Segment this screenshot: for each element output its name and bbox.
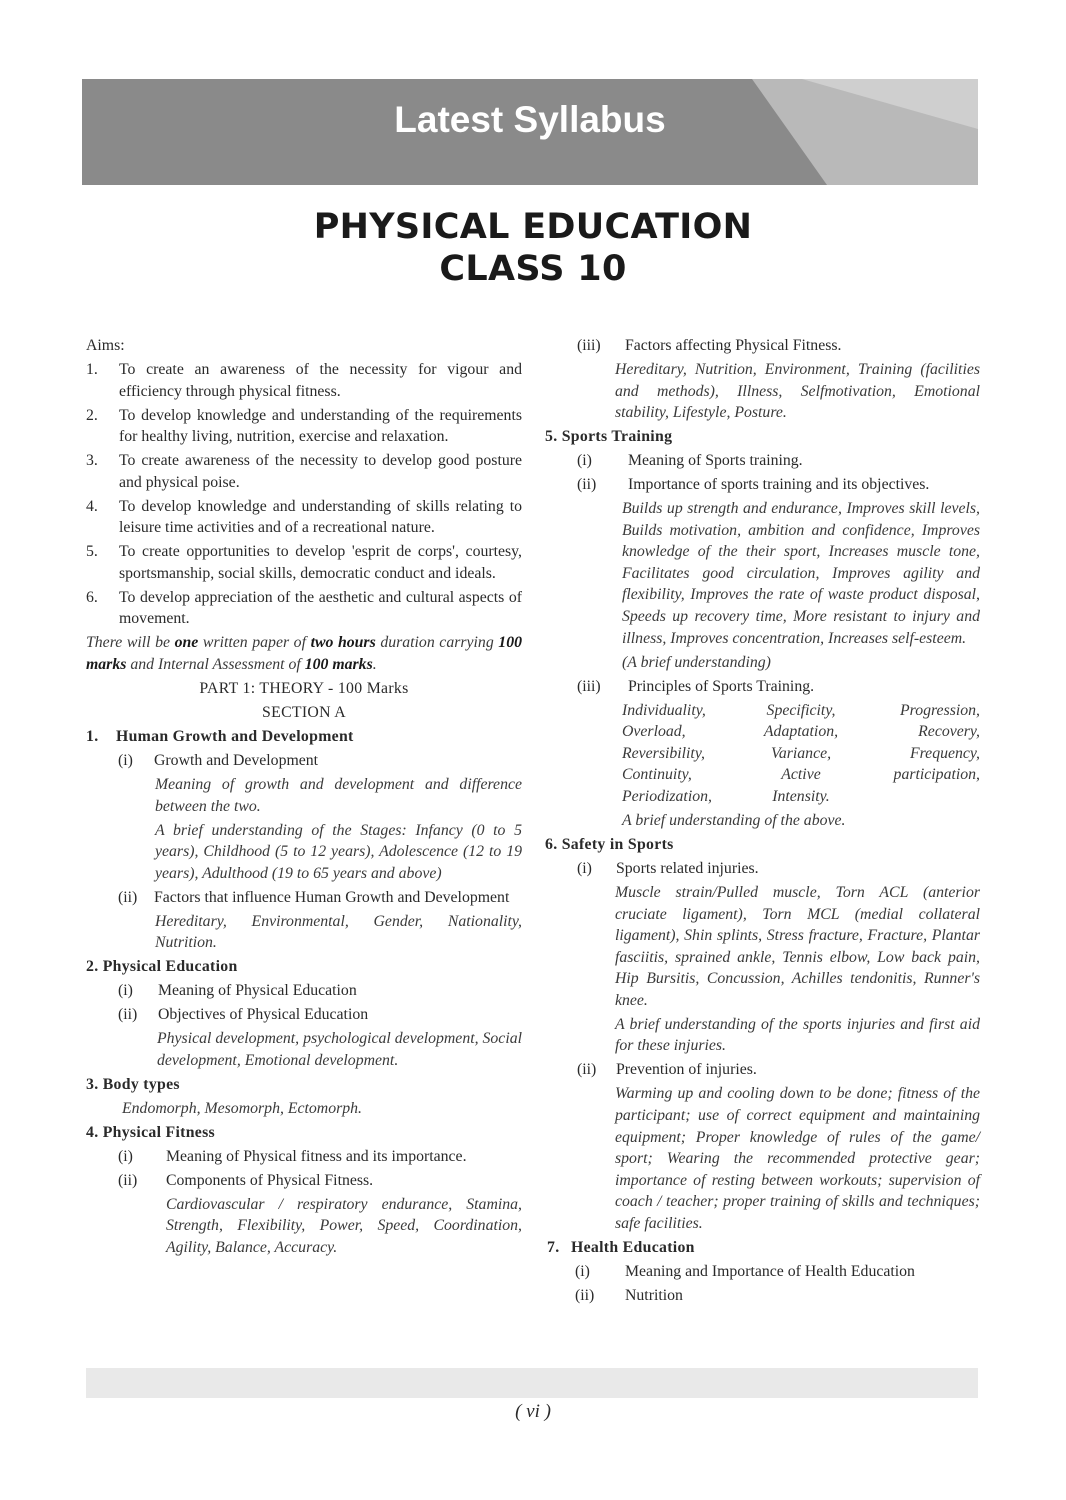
sub-item: (ii) Objectives of Physical Education: [118, 1006, 369, 1024]
sub-item-detail: Builds up strength and endurance, Improves skill levels, Builds motivation, ambition and confidence, Improves knowledge of the their sport, Increases muscle tone, Facilitates good circulation, Improves agility and flexibility, Improves the rate of waste product disposal, Speeds up recovery time, More resistant to injury and illness, Improves concentration, Increases self-esteem.: [622, 500, 980, 647]
sub-item: (i) Meaning of Sports training.: [577, 452, 803, 470]
principle: Active: [781, 766, 821, 784]
aim-item: 4. To develop knowledge and understanding of skills relating to leisure time activities and of a recreational nature.: [86, 497, 522, 537]
principle: Specificity,: [766, 701, 836, 719]
principle: Frequency,: [909, 744, 980, 762]
principle: Individuality,: [622, 701, 706, 719]
sub-item-note: (A brief understanding): [622, 653, 771, 671]
sub-item-detail: Cardiovascular / respiratory endurance, Stamina, Strength, Flexibility, Power, Speed, Coordination, Agility, Balance, Accuracy.: [166, 1195, 522, 1256]
section-heading: 7. Health Education: [547, 1239, 695, 1256]
principle: Overload,: [622, 723, 686, 741]
sub-item: (ii) Factors that influence Human Growth and Development: [118, 888, 510, 906]
sub-item: (ii) Nutrition: [575, 1286, 683, 1304]
principle: Continuity,: [622, 766, 692, 784]
sub-item-note: A brief understanding of the above.: [622, 811, 846, 829]
principle: Reversibility,: [622, 744, 705, 762]
section-heading: 5. Sports Training: [545, 428, 673, 446]
aim-item: 3. To create awareness of the necessity to develop good posture and physical poise.: [86, 452, 522, 491]
sub-item-detail: Hereditary, Nutrition, Environment, Training (facilities and methods), Illness, Selfmotivation, Emotional stability, Lifestyle, Posture.: [615, 360, 980, 422]
part-title: PART 1: THEORY - 100 Marks: [199, 680, 409, 698]
principle: Periodization,: [622, 788, 712, 805]
page-number: ( vi ): [515, 1401, 551, 1422]
section-heading: 4. Physical Fitness: [86, 1123, 216, 1141]
sub-item: (ii) Prevention of injuries.: [577, 1061, 757, 1079]
section-heading: 1. Human Growth and Development: [86, 728, 354, 745]
sub-item-detail: Muscle strain/Pulled muscle, Torn ACL (anterior cruciate ligament), Torn MCL (medial collateral ligament), Shin splints, Stress fracture, Fracture, Plantar fasciitis, sprained ankle, Tennis elbow, Low back pain, Hip Bursitis, Concussion, Achilles tendonitis, Runner's knee.: [615, 883, 980, 1009]
principle: Intensity.: [772, 788, 830, 805]
sub-item-detail: A brief understanding of the Stages: Infancy (0 to 5 years), Childhood (5 to 12 years), Adolescence (12 to 19 years), Adulthood (19 to 65 years and above): [155, 821, 522, 882]
section-heading: 2. Physical Education: [86, 958, 238, 976]
sub-item: (ii) Components of Physical Fitness.: [118, 1171, 374, 1189]
aim-item: 1. To create an awareness of the necessity for vigour and efficiency through physical fitness.: [86, 360, 522, 400]
subject-title: PHYSICAL EDUCATION: [313, 207, 753, 247]
right-column: [545, 335, 980, 1309]
sub-item: (i) Growth and Development: [118, 751, 319, 769]
left-column: [86, 335, 522, 1261]
principle: [861, 786, 980, 808]
syllabus-banner: [82, 79, 978, 185]
aim-item: 2. To develop knowledge and understanding of the requirements for healthy living, nutrition, exercise and relaxation.: [86, 406, 522, 446]
sub-item-detail: Warming up and cooling down to be done; fitness of the participant; use of correct equipment and maintaining equipment; Proper knowledge of rules of the game/ sport; Wearing the recommended protective gear; importance of resting between workouts; supervision of coach / teacher; proper training of skills and techniques; safe facilities.: [615, 1085, 980, 1233]
section-heading: 6. Safety in Sports: [545, 835, 674, 853]
aims-heading: Aims:: [86, 337, 125, 354]
principle: participation,: [893, 766, 980, 784]
sub-item: (iii) Principles of Sports Training.: [577, 677, 815, 695]
principle: Variance,: [770, 744, 832, 762]
sub-item: (i) Meaning of Physical fitness and its importance.: [118, 1147, 467, 1165]
section-title: SECTION A: [262, 704, 346, 722]
aim-item: 6. To develop appreciation of the aesthetic and cultural aspects of movement.: [86, 588, 522, 628]
sub-item-note: A brief understanding of the sports injuries and first aid for these injuries.: [615, 1015, 980, 1055]
sub-item: (i) Meaning of Physical Education: [118, 982, 357, 1000]
sub-item: (ii) Importance of sports training and its objectives.: [577, 476, 930, 494]
principles-list: [545, 700, 980, 808]
sub-item-detail: Meaning of growth and development and difference between the two.: [155, 775, 522, 815]
aim-item: 5. To create opportunities to develop 'esprit de corps', courtesy, sportsmanship, social skills, democratic conduct and ideals.: [86, 543, 522, 582]
page-title: [0, 206, 1066, 290]
sub-item: (i) Sports related injuries.: [577, 859, 759, 877]
sub-item-detail: Endomorph, Mesomorph, Ectomorph.: [122, 1099, 363, 1117]
principle: Recovery,: [918, 723, 980, 741]
banner-title: Latest Syllabus: [394, 99, 666, 140]
sub-item: (iii) Factors affecting Physical Fitness.: [577, 337, 842, 354]
sub-item: (i) Meaning and Importance of Health Education: [575, 1262, 915, 1280]
principle: Progression,: [899, 701, 980, 719]
section-heading: 3. Body types: [86, 1075, 180, 1093]
sub-item-detail: Physical development, psychological development, Social development, Emotional development.: [157, 1030, 522, 1069]
exam-note: There will be one written paper of two hours duration carrying 100 marks and Internal Assessment of 100 marks.: [86, 634, 522, 674]
class-title: CLASS 10: [439, 249, 627, 289]
footer-bar: [86, 1368, 978, 1398]
sub-item-detail: Hereditary, Environmental, Gender, Nationality, Nutrition.: [155, 912, 522, 952]
principle: Adaptation,: [763, 723, 839, 741]
